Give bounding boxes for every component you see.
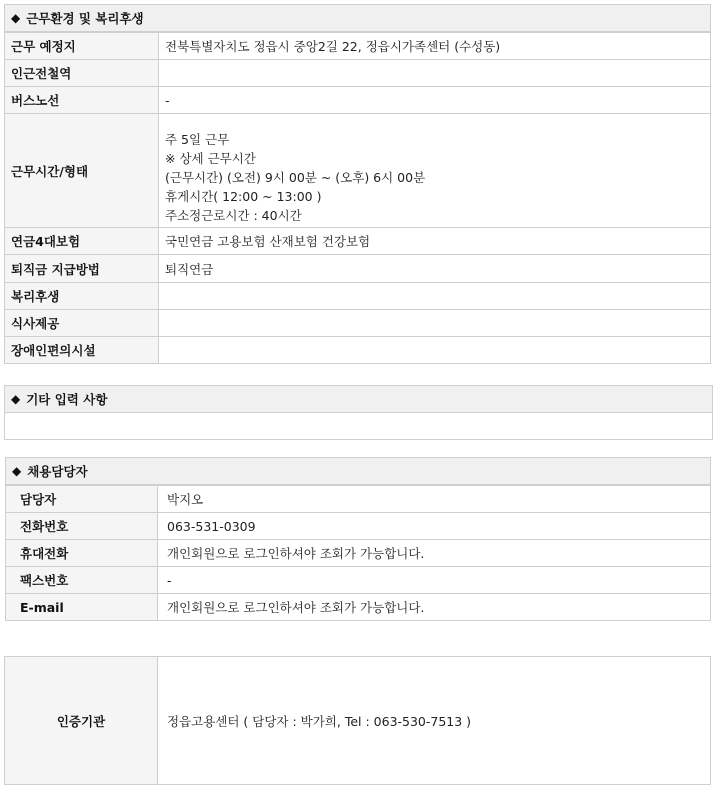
row-value: 개인회원으로 로그인하셔야 조회가 가능합니다. [158, 594, 711, 621]
section-title: 기타 입력 사항 [26, 392, 108, 407]
row-label: 퇴직금 지급방법 [5, 255, 159, 283]
row-value: 개인회원으로 로그인하셔야 조회가 가능합니다. [158, 540, 711, 567]
table-row [6, 513, 711, 540]
row-value [159, 60, 711, 87]
certification-label: 인증기관 [5, 657, 158, 785]
work-hours-value [159, 114, 711, 228]
table-row [5, 114, 711, 228]
table-row [6, 540, 711, 567]
row-label: 근무시간/형태 [5, 114, 159, 228]
diamond-icon: ◆ [12, 464, 22, 478]
row-value [159, 337, 711, 364]
table-row [5, 283, 711, 310]
table-row [6, 567, 711, 594]
row-label: 팩스번호 [6, 567, 158, 594]
row-value: 퇴직연금 [159, 255, 711, 283]
work-hours-line: 주소정근로시간 : 40시간 [165, 208, 302, 223]
section-title: 채용담당자 [27, 464, 88, 479]
table-row [5, 87, 711, 114]
row-label: E-mail [6, 594, 158, 621]
row-label: 담당자 [6, 486, 158, 513]
row-label: 장애인편의시설 [5, 337, 159, 364]
row-label: 식사제공 [5, 310, 159, 337]
row-value [159, 310, 711, 337]
row-value: 박지오 [158, 486, 711, 513]
row-label: 복리후생 [5, 283, 159, 310]
certification-value: 정읍고용센터 ( 담당자 : 박가희, Tel : 063-530-7513 ) [158, 657, 711, 785]
table-row [5, 33, 711, 60]
etc-section [4, 385, 713, 440]
row-label: 휴대전화 [6, 540, 158, 567]
section-header [4, 4, 711, 32]
work-environment-table [4, 32, 711, 364]
table-row [6, 486, 711, 513]
recruiter-section [5, 457, 711, 621]
table-row [5, 255, 711, 283]
row-value: - [158, 567, 711, 594]
diamond-icon: ◆ [11, 392, 21, 406]
table-row [5, 657, 711, 785]
row-value: 전북특별자치도 정읍시 중앙2길 22, 정읍시가족센터 (수성동) [159, 33, 711, 60]
table-row [5, 60, 711, 87]
table-row [5, 228, 711, 255]
certification-section [4, 656, 711, 785]
row-label: 연금4대보험 [5, 228, 159, 255]
recruiter-table [5, 485, 711, 621]
row-label: 근무 예정지 [5, 33, 159, 60]
section-header [5, 457, 711, 485]
etc-content [4, 413, 713, 440]
row-value: 국민연금 고용보험 산재보험 건강보험 [159, 228, 711, 255]
row-label: 인근전철역 [5, 60, 159, 87]
work-hours-line: ※ 상세 근무시간 [165, 151, 256, 166]
work-hours-line: (근무시간) (오전) 9시 00분 ~ (오후) 6시 00분 [165, 170, 426, 185]
section-header [4, 385, 713, 413]
table-row [5, 310, 711, 337]
diamond-icon: ◆ [11, 11, 21, 25]
work-hours-line: 휴게시간( 12:00 ~ 13:00 ) [165, 189, 322, 204]
work-environment-section [4, 4, 711, 364]
row-value: 063-531-0309 [158, 513, 711, 540]
work-hours-line: 주 5일 근무 [165, 132, 230, 147]
table-row [5, 337, 711, 364]
row-value [159, 283, 711, 310]
row-label: 버스노선 [5, 87, 159, 114]
section-title: 근무환경 및 복리후생 [26, 11, 144, 26]
certification-table [4, 656, 711, 785]
row-value: - [159, 87, 711, 114]
row-label: 전화번호 [6, 513, 158, 540]
table-row [6, 594, 711, 621]
